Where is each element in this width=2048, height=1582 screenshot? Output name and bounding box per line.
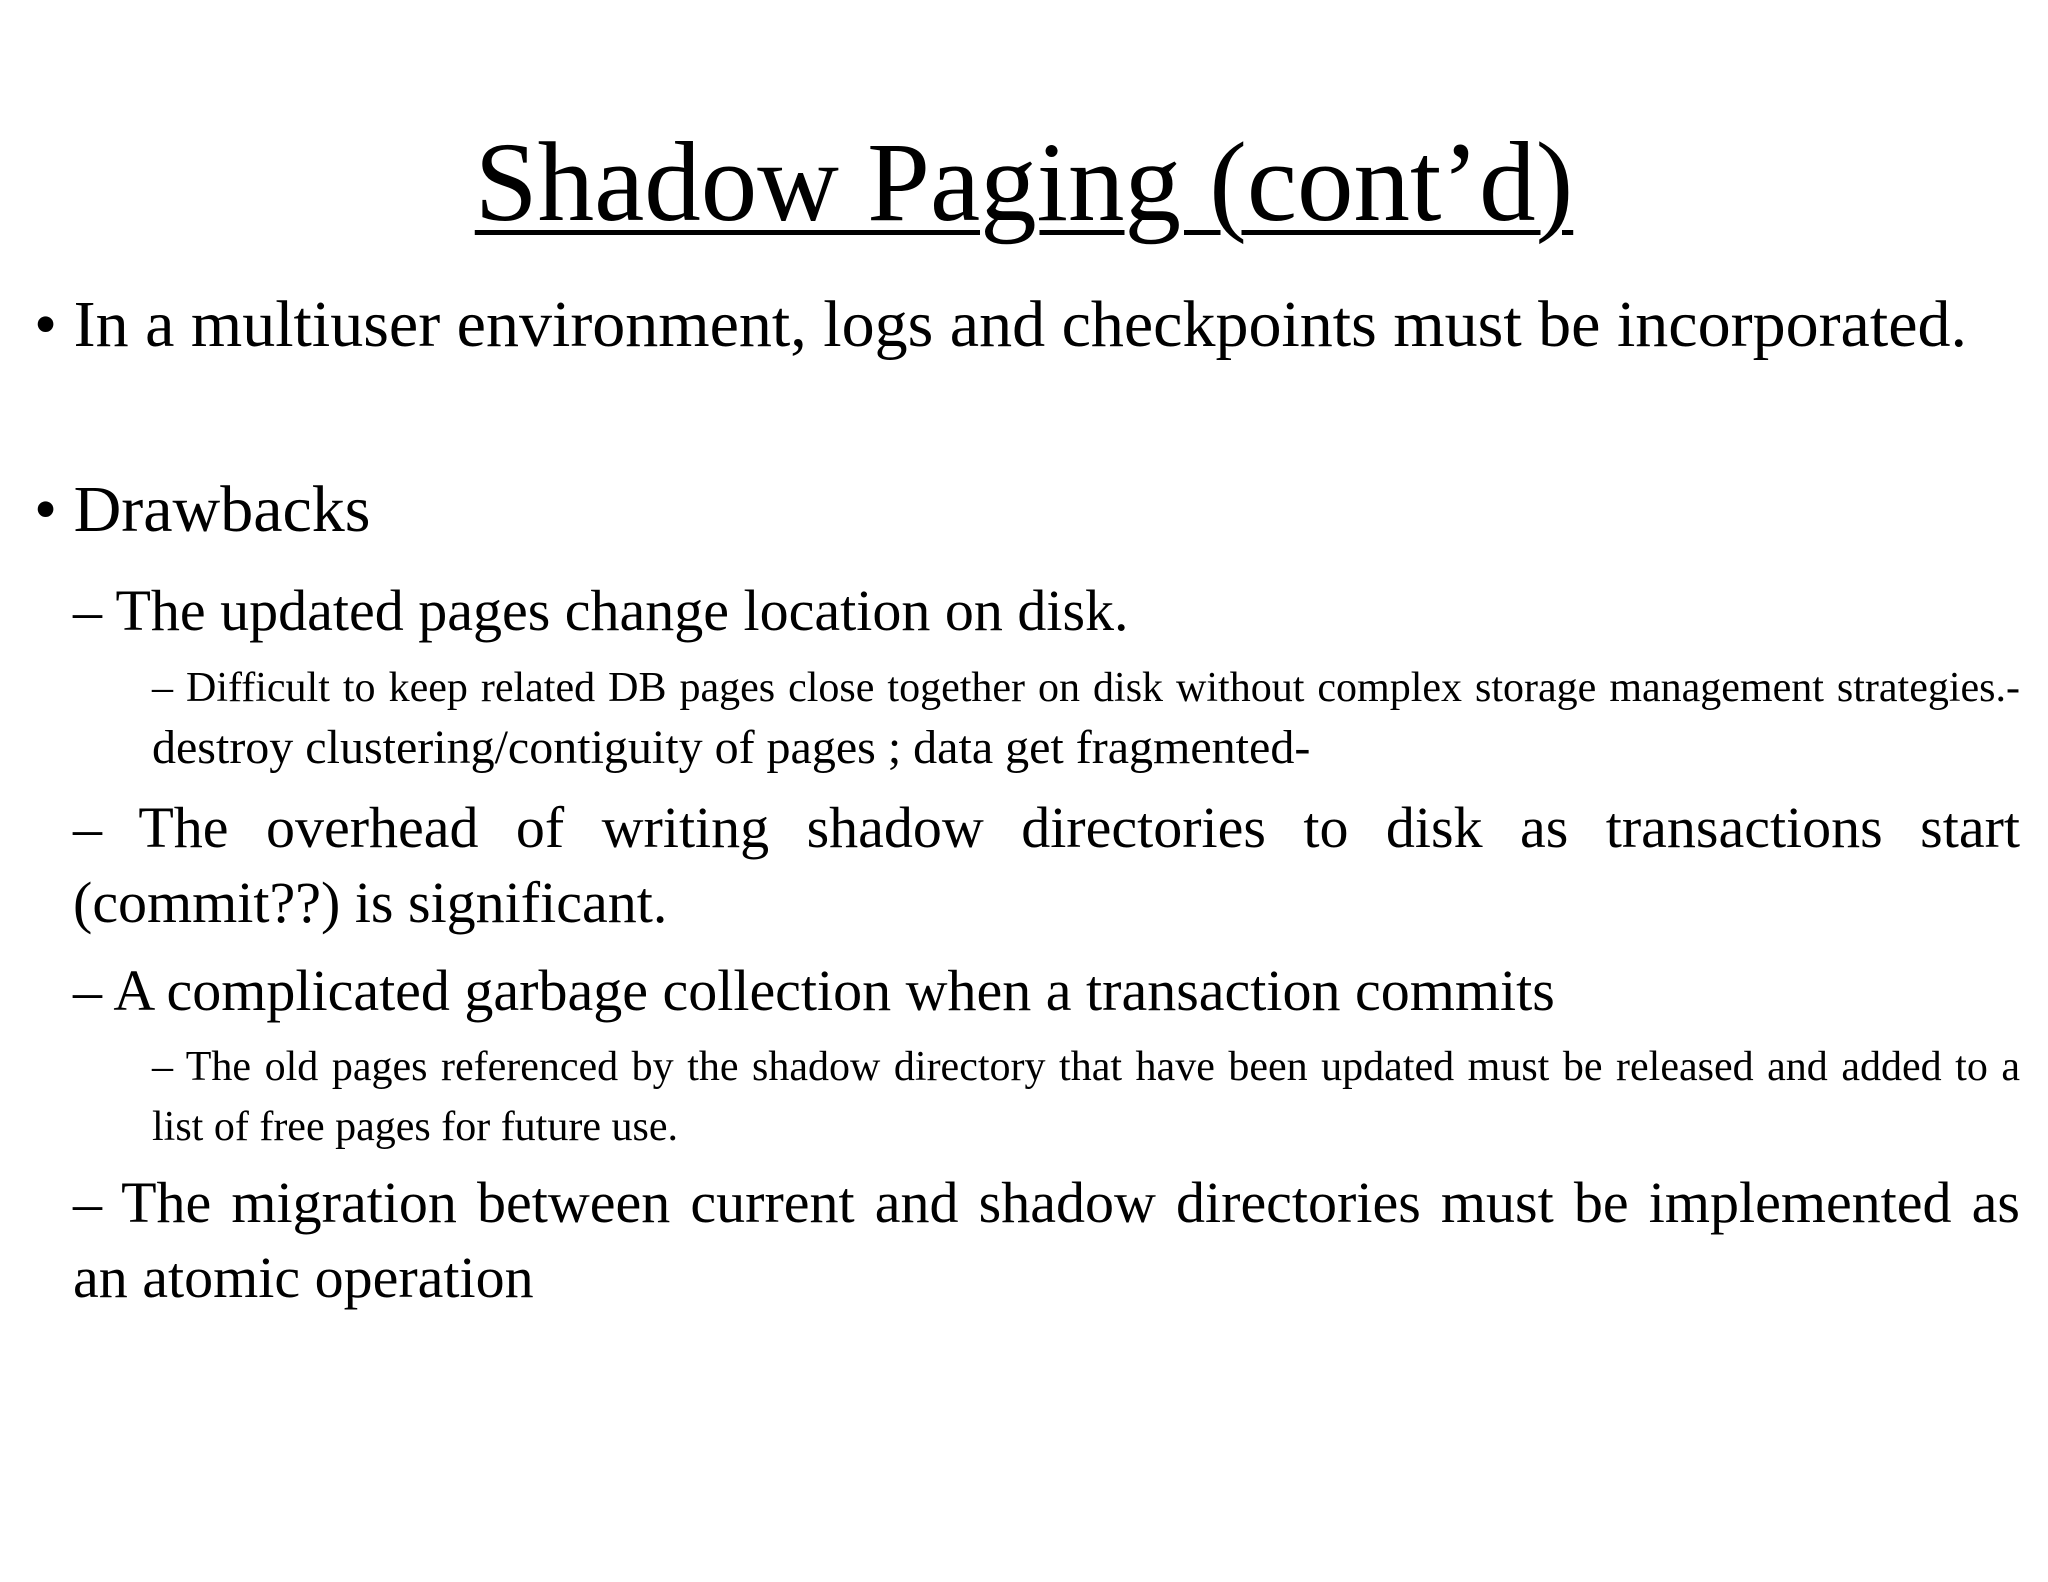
bullet-text: Drawbacks	[73, 473, 371, 546]
dash-marker: –	[152, 665, 173, 711]
dash-marker: –	[73, 958, 102, 1023]
sub-bullet-text: The overhead of writing shadow directories to disk as transactions start (commit??) is significant.	[73, 795, 2021, 935]
bullet-marker: •	[34, 473, 58, 546]
slide-title	[0, 118, 2048, 248]
dash-marker: –	[73, 578, 102, 643]
dash-marker: –	[73, 795, 102, 860]
sub-bullet-text: The updated pages change location on disk.	[115, 578, 1129, 643]
bullet-marker: •	[34, 288, 58, 361]
sub-bullet-garbage	[73, 953, 2020, 1028]
sub-bullet-overhead	[73, 790, 2020, 940]
dash-marker: –	[152, 1044, 173, 1090]
sub-bullet-text: The migration between current and shadow directories must be implemented as an atomic operation	[73, 1170, 2020, 1310]
sub-bullet-text: A complicated garbage collection when a transaction commits	[113, 958, 1555, 1023]
bullet-multiuser	[34, 282, 2020, 368]
bullet-text: In a multiuser environment, logs and checkpoints must be incorporated.	[73, 288, 1967, 361]
dash-marker: –	[73, 1170, 102, 1235]
slide-title-text: Shadow Paging (cont’d)	[474, 120, 1574, 245]
sub-bullet-migration	[73, 1165, 2020, 1315]
sub-sub-bullet-tail: destroy clustering/contiguity of pages ; data get fragmented-	[152, 721, 1311, 774]
sub-sub-bullet-text: Difficult to keep related DB pages close together on disk without complex storage management strategies.-	[186, 665, 2020, 711]
sub-bullet-location	[73, 573, 2020, 648]
bullet-drawbacks	[34, 467, 2020, 553]
sub-sub-bullet-old-pages	[152, 1037, 2020, 1157]
sub-sub-bullet-text: The old pages referenced by the shadow directory that have been updated must be released and added to a list of free pages for future use.	[152, 1044, 2020, 1150]
sub-sub-bullet-clustering	[152, 656, 2020, 780]
